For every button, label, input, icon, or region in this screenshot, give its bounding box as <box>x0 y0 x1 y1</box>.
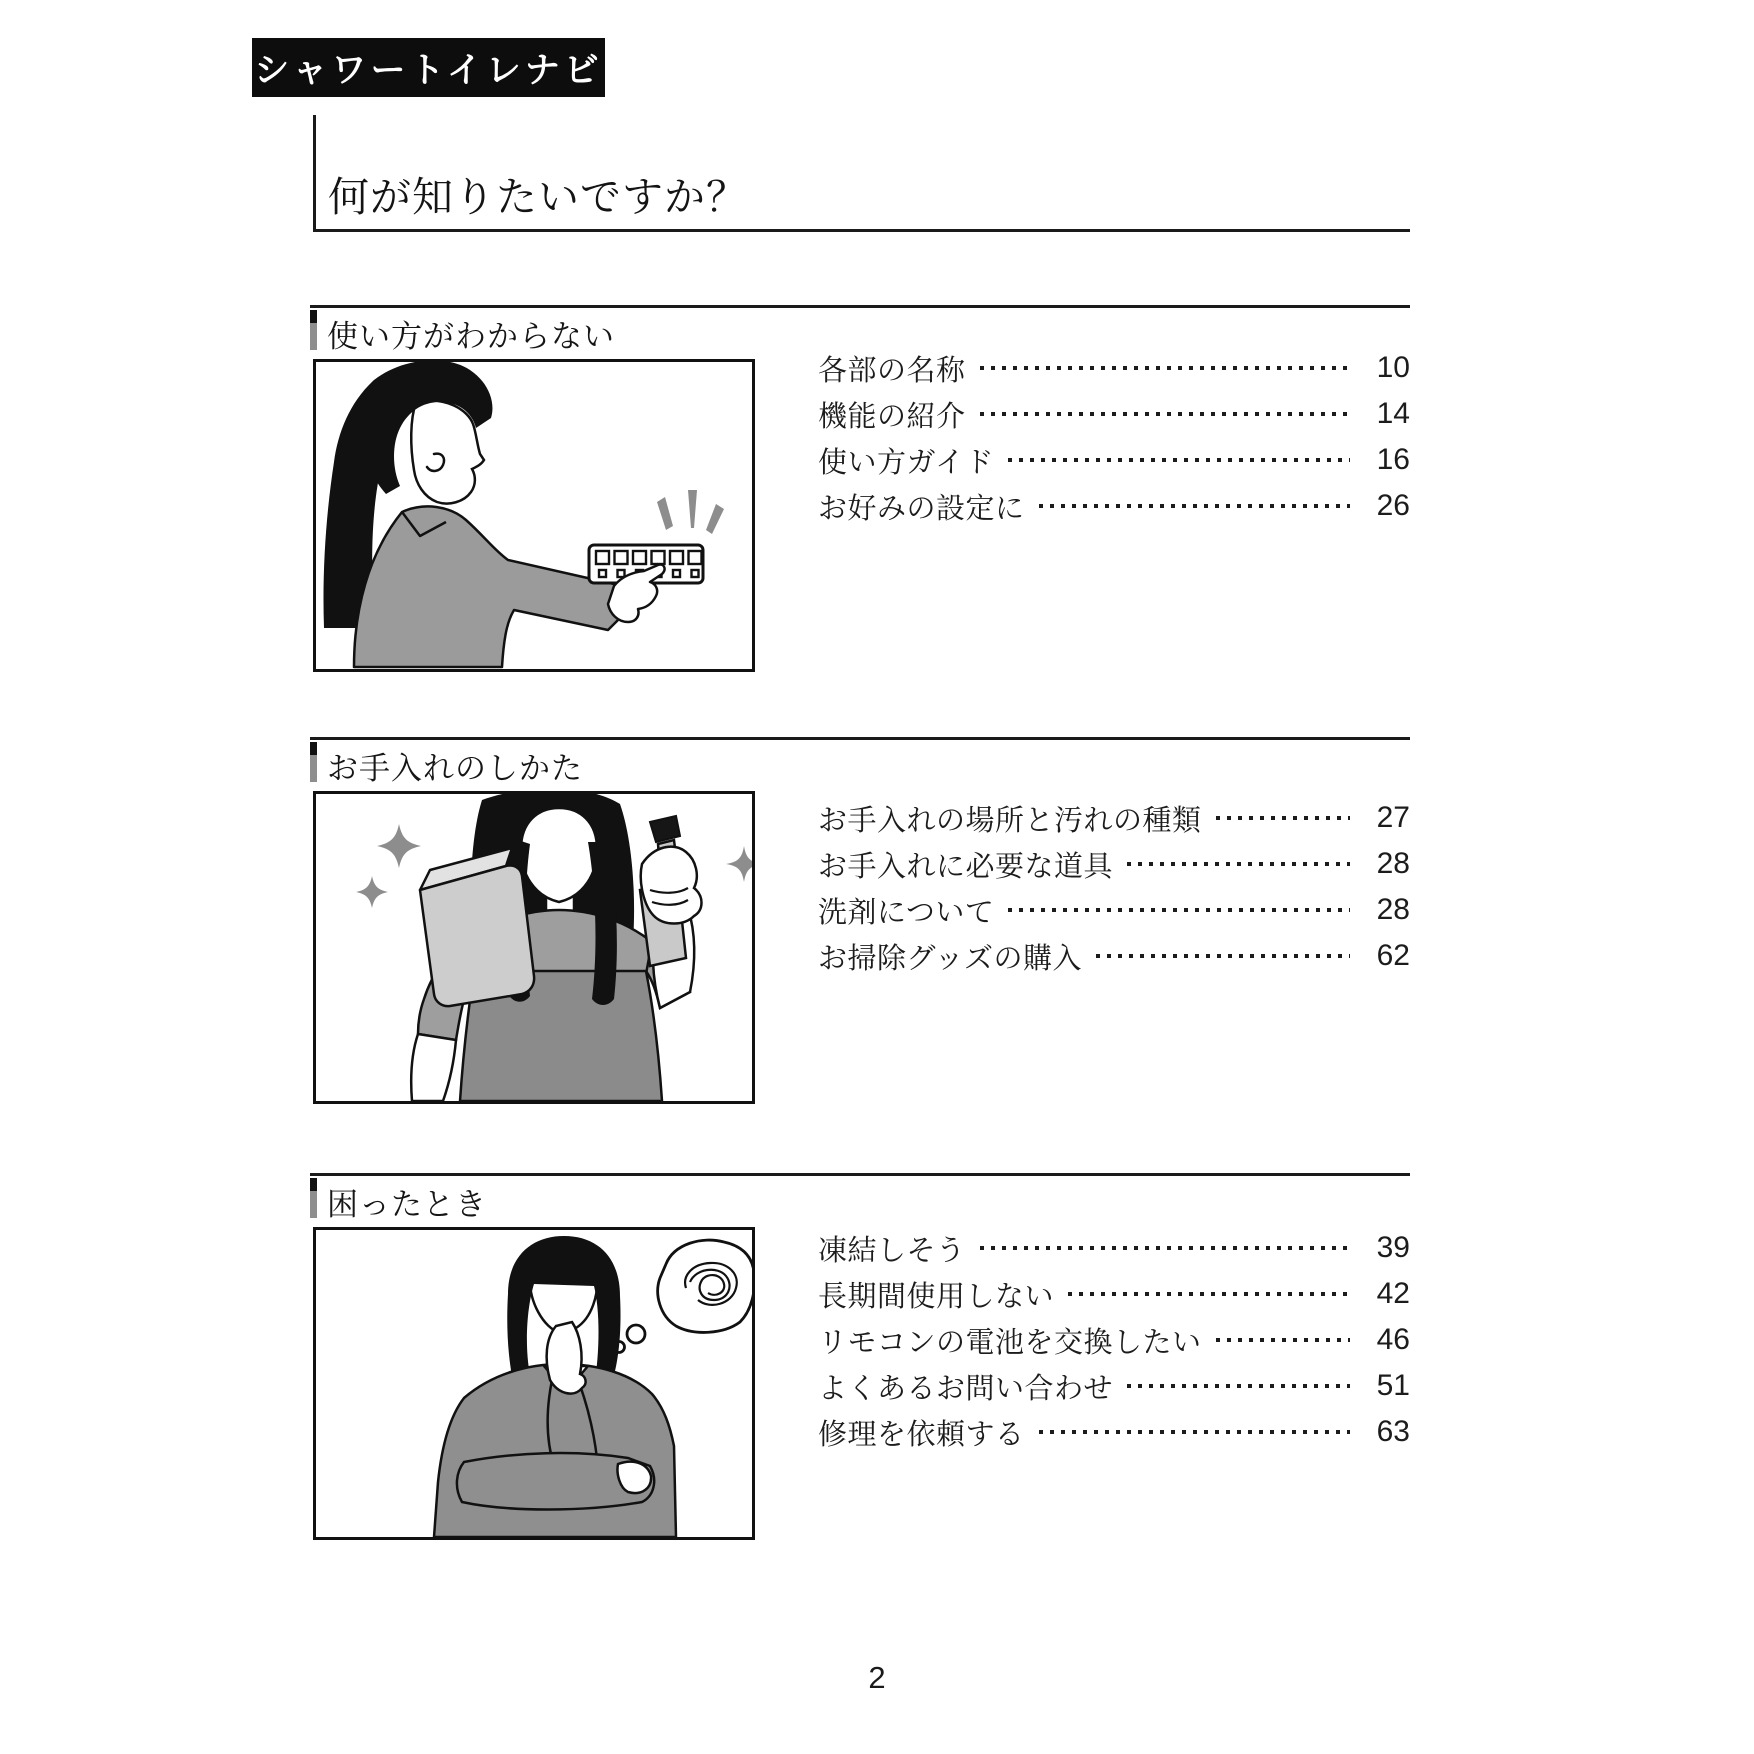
toc-leader-dots <box>1008 458 1350 462</box>
emphasis-rays <box>657 490 724 534</box>
woman-cleaning-drawing <box>316 794 752 1101</box>
section-marker-bar <box>310 310 317 350</box>
jacket <box>354 506 626 667</box>
toc-item-label: お好みの設定に <box>818 492 1025 525</box>
toc-item-label: 凍結しそう <box>818 1234 966 1267</box>
toc-leader-dots <box>1216 816 1350 820</box>
toc-leader-dots <box>980 412 1350 416</box>
toc-item-label: よくあるお問い合わせ <box>818 1372 1114 1405</box>
toc-list <box>818 345 1410 529</box>
toc-item <box>818 1409 1410 1455</box>
section-heading: お手入れのしかた <box>327 751 583 786</box>
toc-item <box>818 391 1410 437</box>
toc-page-number: 46 <box>1376 1323 1410 1356</box>
toc-item-label: 機能の紹介 <box>818 400 966 433</box>
gripping-hand <box>641 847 702 924</box>
toc-page-number: 27 <box>1376 801 1410 834</box>
woman-pointing-at-remote-drawing <box>316 362 752 669</box>
toc-item <box>818 887 1410 933</box>
toc-leader-dots <box>980 1246 1350 1250</box>
toc-item-label: 長期間使用しない <box>818 1280 1055 1313</box>
badge-label: シャワートイレナビ <box>254 50 603 90</box>
toc-leader-dots <box>1127 1384 1350 1388</box>
confusion-scribble <box>685 1263 737 1305</box>
toc-page-number: 39 <box>1376 1231 1410 1264</box>
toc-list <box>818 1225 1410 1455</box>
page-number: 2 <box>868 1660 886 1695</box>
toc-item-label: お手入れの場所と汚れの種類 <box>818 804 1202 837</box>
toc-item-label: 修理を依頼する <box>818 1418 1025 1451</box>
toc-page-number: 42 <box>1376 1277 1410 1310</box>
toc-leader-dots <box>1008 908 1350 912</box>
toc-leader-dots <box>1039 1430 1350 1434</box>
toc-item <box>818 933 1410 979</box>
illustration-using-remote <box>313 359 755 672</box>
left-forearm <box>411 1034 456 1101</box>
toc-item <box>818 483 1410 529</box>
section-header <box>310 1178 1410 1224</box>
toc-item <box>818 1363 1410 1409</box>
section-marker-bar <box>310 1178 317 1218</box>
section-marker-bar <box>310 742 317 782</box>
toc-page-number: 26 <box>1376 489 1410 522</box>
section-how-to-use <box>310 305 1410 525</box>
toc-page-number: 51 <box>1376 1369 1410 1402</box>
toc-item-label: お掃除グッズの購入 <box>818 942 1083 975</box>
illustration-troubled <box>313 1227 755 1540</box>
toc-leader-dots <box>1216 1338 1350 1342</box>
hand-on-chin <box>547 1322 586 1394</box>
toc-item <box>818 437 1410 483</box>
toc-item <box>818 1271 1410 1317</box>
section-rule <box>310 737 1410 740</box>
section-heading: 使い方がわからない <box>327 319 615 354</box>
crossed-arm-hand <box>617 1462 651 1493</box>
woman-thinking-drawing <box>316 1230 752 1537</box>
section-troubleshooting <box>310 1173 1410 1451</box>
toc-item <box>818 1317 1410 1363</box>
section-maintenance <box>310 737 1410 975</box>
toc-item-label: お手入れに必要な道具 <box>818 850 1114 883</box>
section-rule <box>310 1173 1410 1176</box>
section-rule <box>310 305 1410 308</box>
toc-item <box>818 841 1410 887</box>
page-title: 何が知りたいですか？ <box>328 174 748 220</box>
toc-item <box>818 1225 1410 1271</box>
toc-item <box>818 345 1410 391</box>
toc-leader-dots <box>1127 862 1350 866</box>
title-block <box>313 115 1410 232</box>
toc-leader-dots <box>1039 504 1350 508</box>
toc-item-label: リモコンの電池を交換したい <box>818 1326 1202 1359</box>
toc-list <box>818 795 1410 979</box>
toc-page-number: 16 <box>1376 443 1410 476</box>
toc-item-label: 使い方ガイド <box>818 446 995 479</box>
section-heading: 困ったとき <box>327 1187 487 1222</box>
toc-page-number: 62 <box>1376 939 1410 972</box>
toc-item <box>818 795 1410 841</box>
toc-item-label: 洗剤について <box>818 896 995 929</box>
toc-leader-dots <box>1068 1292 1350 1296</box>
toc-page-number: 14 <box>1376 397 1410 430</box>
toc-page-number: 10 <box>1376 351 1410 384</box>
toc-page-number: 28 <box>1376 847 1410 880</box>
toc-page-number: 28 <box>1376 893 1410 926</box>
toc-item-label: 各部の名称 <box>818 354 966 387</box>
section-header <box>310 742 1410 788</box>
toc-leader-dots <box>980 366 1350 370</box>
illustration-cleaning <box>313 791 755 1104</box>
toc-page-number: 63 <box>1376 1415 1410 1448</box>
product-nav-badge <box>252 38 605 97</box>
cleaning-cloth <box>420 848 534 1006</box>
toc-leader-dots <box>1096 954 1350 958</box>
